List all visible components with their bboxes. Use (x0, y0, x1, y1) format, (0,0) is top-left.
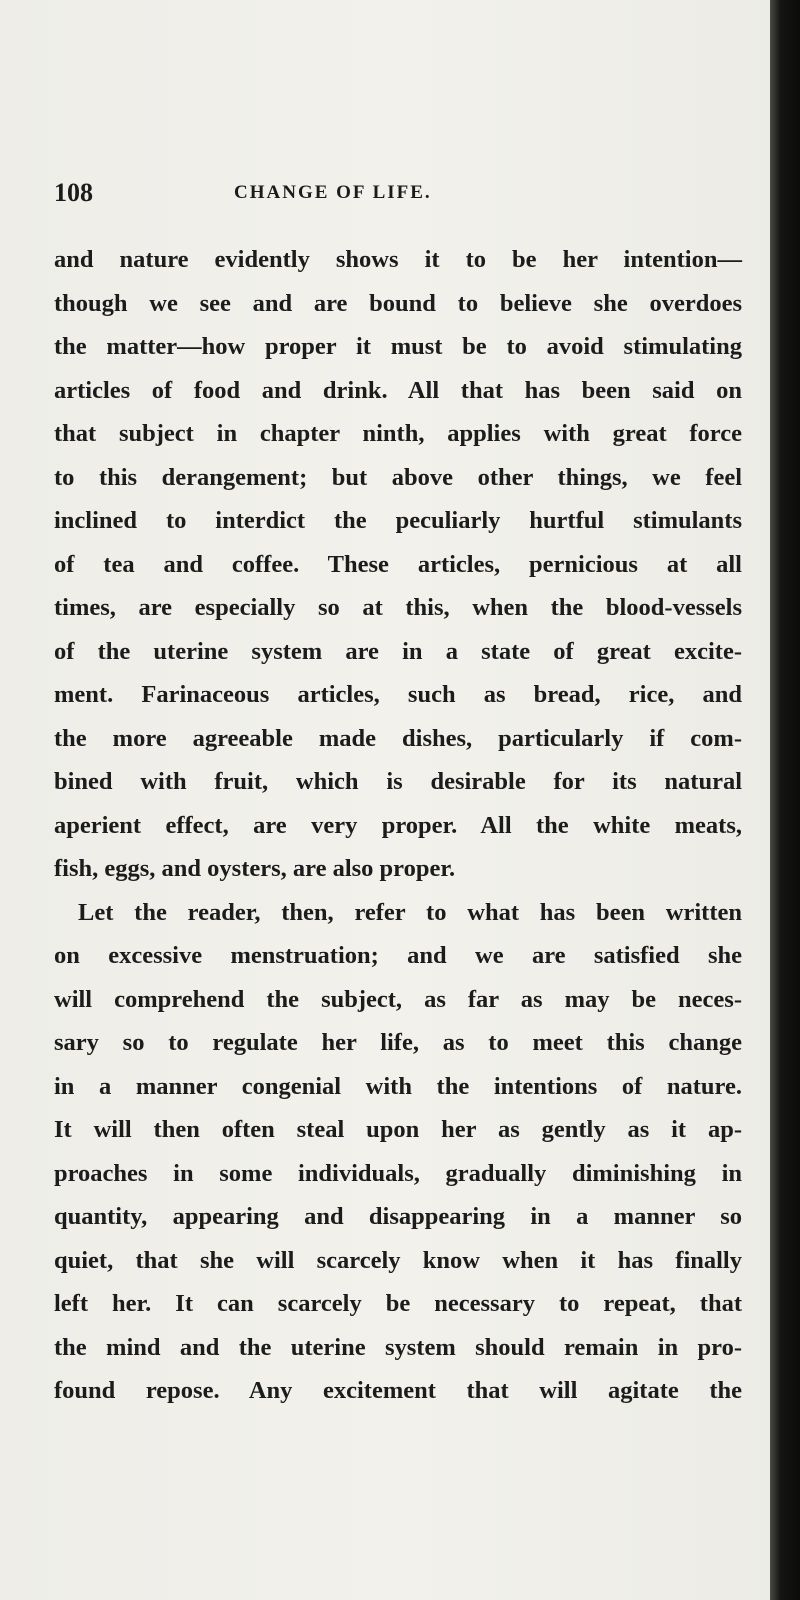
text-line: and nature evidently shows it to be her intention— (54, 246, 742, 273)
text-line: articles of food and drink. All that has been said on (54, 376, 742, 404)
text-line: ment. Farinaceous articles, such as bread, rice, and (54, 681, 742, 708)
paragraph-start-line: Let the reader, then, refer to what has been written (78, 898, 742, 926)
text-line: It will then often steal upon her as gently as it ap- (54, 1116, 742, 1143)
text-line: to this derangement; but above other things, we feel (54, 463, 742, 491)
text-line: that subject in chapter ninth, applies with great force (54, 420, 742, 447)
page-number: 108 (54, 178, 93, 207)
text-line: though we see and are bound to believe she overdoes (54, 289, 742, 317)
text-line: of tea and coffee. These articles, pernicious at all (54, 550, 742, 578)
text-line: on excessive menstruation; and we are satisfied she (54, 942, 742, 969)
text-line: bined with fruit, which is desirable for its natural (54, 768, 742, 795)
body-text (54, 238, 742, 1413)
text-line: the more agreeable made dishes, particularly if com- (54, 724, 742, 752)
text-line: of the uterine system are in a state of great excite- (54, 637, 742, 665)
text-line: sary so to regulate her life, as to meet this change (54, 1029, 742, 1056)
text-line: the mind and the uterine system should remain in pro- (54, 1333, 742, 1361)
running-title: CHANGE OF LIFE. (234, 182, 432, 203)
text-line: found repose. Any excitement that will agitate the (54, 1377, 742, 1404)
text-line: will comprehend the subject, as far as may be neces- (54, 985, 742, 1013)
text-line: aperient effect, are very proper. All the white meats, (54, 811, 742, 839)
page-header (54, 178, 734, 208)
text-line: left her. It can scarcely be necessary to repeat, that (54, 1290, 742, 1317)
text-line: proaches in some individuals, gradually diminishing in (54, 1159, 742, 1187)
text-line: times, are especially so at this, when the blood-vessels (54, 594, 742, 621)
text-line: quiet, that she will scarcely know when it has finally (54, 1246, 742, 1274)
text-line: quantity, appearing and disappearing in a manner so (54, 1203, 742, 1230)
text-line: the matter—how proper it must be to avoid stimulating (54, 333, 742, 360)
paragraph-end-line: fish, eggs, and oysters, are also proper. (54, 855, 456, 882)
text-line: inclined to interdict the peculiarly hurtful stimulants (54, 507, 742, 534)
text-line: in a manner congenial with the intentions of nature. (54, 1072, 742, 1100)
book-binding-edge (770, 0, 800, 1600)
